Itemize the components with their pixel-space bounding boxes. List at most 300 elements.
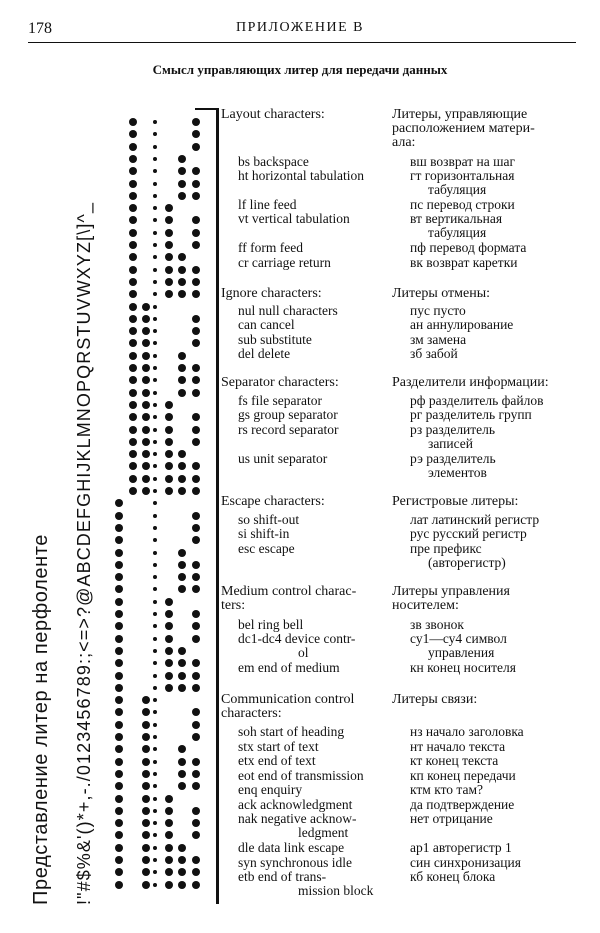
control-code-ru: рг разделитель групп bbox=[410, 407, 532, 422]
tape-hole bbox=[178, 450, 186, 458]
control-code-en: us unit separator bbox=[238, 451, 328, 466]
control-code-en: ack acknowledgment bbox=[238, 797, 353, 812]
tape-hole bbox=[115, 659, 123, 667]
control-code-ru: пс перевод строки bbox=[410, 197, 515, 212]
tape-hole bbox=[142, 339, 150, 347]
tape-hole bbox=[178, 770, 186, 778]
table-title: Смысл управляющих литер для передачи данных bbox=[152, 62, 448, 77]
control-code-ru: зм замена bbox=[410, 332, 467, 347]
control-code-ru: пре префикс bbox=[410, 541, 482, 556]
section-heading-en: Ignore characters: bbox=[221, 286, 322, 301]
control-code-ru: пф перевод формата bbox=[410, 240, 527, 255]
tape-hole bbox=[142, 721, 150, 729]
sprocket-hole bbox=[153, 870, 157, 874]
tape-hole bbox=[115, 561, 123, 569]
tape-hole bbox=[142, 844, 150, 852]
control-code-en: nak negative acknow- bbox=[238, 811, 357, 826]
tape-hole bbox=[178, 856, 186, 864]
tape-hole bbox=[192, 770, 200, 778]
tape-hole bbox=[192, 487, 200, 495]
tape-hole bbox=[165, 819, 173, 827]
sprocket-hole bbox=[153, 366, 157, 370]
control-code-ru: кт конец текста bbox=[410, 753, 499, 768]
tape-hole bbox=[129, 376, 137, 384]
tape-hole bbox=[129, 389, 137, 397]
sprocket-hole bbox=[153, 231, 157, 235]
control-code-en: em end of medium bbox=[238, 660, 340, 675]
tape-hole bbox=[165, 229, 173, 237]
control-code-en: stx start of text bbox=[238, 739, 319, 754]
tape-hole bbox=[178, 561, 186, 569]
tape-hole bbox=[115, 782, 123, 790]
tape-hole bbox=[115, 819, 123, 827]
tape-hole bbox=[192, 831, 200, 839]
tape-hole bbox=[192, 266, 200, 274]
sprocket-hole bbox=[153, 341, 157, 345]
control-code-en: sub substitute bbox=[238, 332, 312, 347]
tape-hole bbox=[165, 672, 173, 680]
tape-hole bbox=[142, 450, 150, 458]
control-code-en: so shift-out bbox=[238, 512, 300, 527]
section-heading-ru: ала: bbox=[392, 135, 416, 150]
tape-hole bbox=[115, 795, 123, 803]
sprocket-hole bbox=[153, 477, 157, 481]
tape-hole bbox=[178, 868, 186, 876]
tape-hole bbox=[192, 229, 200, 237]
tape-hole bbox=[115, 708, 123, 716]
tape-hole bbox=[165, 844, 173, 852]
tape-hole bbox=[129, 180, 137, 188]
tape-hole bbox=[178, 672, 186, 680]
sprocket-hole bbox=[153, 415, 157, 419]
sprocket-hole bbox=[153, 637, 157, 641]
section-heading-en: Medium control charac- bbox=[221, 584, 357, 599]
sprocket-hole bbox=[153, 514, 157, 518]
tape-hole bbox=[192, 438, 200, 446]
tape-hole bbox=[165, 462, 173, 470]
tape-hole bbox=[165, 278, 173, 286]
sprocket-hole bbox=[153, 268, 157, 272]
tape-hole bbox=[115, 881, 123, 889]
tape-hole bbox=[165, 450, 173, 458]
tape-hole bbox=[115, 635, 123, 643]
tape-hole bbox=[165, 241, 173, 249]
sprocket-hole bbox=[153, 760, 157, 764]
tape-hole bbox=[192, 327, 200, 335]
tape-hole bbox=[192, 856, 200, 864]
tape-hole bbox=[129, 278, 137, 286]
control-code-ru: рус русский регистр bbox=[410, 526, 527, 541]
tape-hole bbox=[115, 499, 123, 507]
tape-hole bbox=[192, 118, 200, 126]
tape-hole bbox=[178, 266, 186, 274]
control-code-ru: син синхронизация bbox=[410, 855, 521, 870]
tape-hole bbox=[178, 745, 186, 753]
tape-hole bbox=[178, 549, 186, 557]
tape-hole bbox=[142, 881, 150, 889]
tape-hole bbox=[129, 253, 137, 261]
tape-hole bbox=[115, 647, 123, 655]
control-code-en: syn synchronous idle bbox=[238, 855, 352, 870]
tape-hole bbox=[142, 413, 150, 421]
section-heading-en: characters: bbox=[221, 706, 282, 721]
tape-hole bbox=[142, 487, 150, 495]
tape-hole bbox=[192, 426, 200, 434]
tape-hole bbox=[129, 167, 137, 175]
tape-hole bbox=[129, 401, 137, 409]
tape-hole bbox=[115, 622, 123, 630]
control-code-en: ff form feed bbox=[238, 240, 303, 255]
tape-hole bbox=[165, 290, 173, 298]
control-code-ru: зв звонок bbox=[410, 617, 464, 632]
control-code-en: etb end of trans- bbox=[238, 869, 327, 884]
sprocket-hole bbox=[153, 649, 157, 653]
control-code-ru: записей bbox=[428, 436, 473, 451]
sprocket-hole bbox=[153, 391, 157, 395]
tape-hole bbox=[178, 585, 186, 593]
tape-hole bbox=[192, 290, 200, 298]
tape-hole bbox=[192, 622, 200, 630]
tape-hole bbox=[142, 462, 150, 470]
tape-hole bbox=[142, 770, 150, 778]
tape-hole bbox=[192, 708, 200, 716]
tape-hole bbox=[129, 352, 137, 360]
tape-hole bbox=[165, 413, 173, 421]
tape-hole bbox=[165, 684, 173, 692]
control-code-en: si shift-in bbox=[238, 526, 290, 541]
tape-hole bbox=[129, 364, 137, 372]
sprocket-hole bbox=[153, 723, 157, 727]
control-code-ru: (авторегистр) bbox=[428, 555, 506, 570]
tape-hole bbox=[192, 733, 200, 741]
sprocket-hole bbox=[153, 710, 157, 714]
section-heading-ru: Литеры, управляющие bbox=[392, 107, 528, 122]
tape-hole bbox=[192, 376, 200, 384]
tape-hole bbox=[178, 352, 186, 360]
sprocket-hole bbox=[153, 735, 157, 739]
tape-hole bbox=[142, 352, 150, 360]
sprocket-hole bbox=[153, 747, 157, 751]
tape-hole bbox=[192, 868, 200, 876]
control-code-en: esc escape bbox=[238, 541, 295, 556]
tape-hole bbox=[115, 770, 123, 778]
tape-hole bbox=[178, 253, 186, 261]
tape-hole bbox=[115, 512, 123, 520]
tape-hole bbox=[142, 795, 150, 803]
tape-hole bbox=[142, 758, 150, 766]
control-code-en: fs file separator bbox=[238, 393, 322, 408]
control-code-ru: табуляция bbox=[428, 225, 487, 240]
tape-hole bbox=[142, 733, 150, 741]
sprocket-hole bbox=[153, 797, 157, 801]
sprocket-hole bbox=[153, 378, 157, 382]
control-code-ru: рф разделитель файлов bbox=[410, 393, 544, 408]
sprocket-hole bbox=[153, 661, 157, 665]
tape-hole bbox=[129, 266, 137, 274]
vertical-label: Представление литер на перфоленте bbox=[30, 534, 52, 905]
tape-hole bbox=[178, 167, 186, 175]
tape-hole bbox=[178, 758, 186, 766]
tape-hole bbox=[129, 216, 137, 224]
tape-hole bbox=[178, 844, 186, 852]
section-heading-ru: носителем: bbox=[392, 598, 459, 613]
tape-hole bbox=[115, 721, 123, 729]
sprocket-hole bbox=[153, 612, 157, 616]
control-code-ru: ан аннулирование bbox=[410, 317, 514, 332]
tape-hole bbox=[192, 721, 200, 729]
tape-hole bbox=[115, 745, 123, 753]
control-code-en: mission block bbox=[298, 883, 374, 898]
tape-hole bbox=[142, 389, 150, 397]
tape-hole bbox=[129, 290, 137, 298]
sprocket-hole bbox=[153, 686, 157, 690]
tape-hole bbox=[129, 438, 137, 446]
control-code-ru: лат латинский регистр bbox=[410, 512, 540, 527]
control-code-ru: нз начало заголовка bbox=[410, 724, 524, 739]
tape-hole bbox=[192, 610, 200, 618]
sprocket-hole bbox=[153, 132, 157, 136]
control-code-en: rs record separator bbox=[238, 422, 339, 437]
sprocket-hole bbox=[153, 501, 157, 505]
tape-hole bbox=[192, 758, 200, 766]
tape-hole bbox=[165, 795, 173, 803]
control-code-ru: вк возврат каретки bbox=[410, 255, 518, 270]
tape-hole bbox=[115, 733, 123, 741]
tape-hole bbox=[178, 573, 186, 581]
control-code-ru: вт вертикальная bbox=[410, 211, 503, 226]
tape-hole bbox=[129, 462, 137, 470]
sprocket-hole bbox=[153, 329, 157, 333]
tape-hole bbox=[165, 635, 173, 643]
tape-hole bbox=[178, 192, 186, 200]
tape-hole bbox=[192, 278, 200, 286]
tape-hole bbox=[192, 143, 200, 151]
tape-hole bbox=[115, 524, 123, 532]
tape-hole bbox=[129, 303, 137, 311]
sprocket-hole bbox=[153, 575, 157, 579]
tape-hole bbox=[178, 487, 186, 495]
tape-hole bbox=[192, 364, 200, 372]
tape-hole bbox=[115, 807, 123, 815]
control-code-en: del delete bbox=[238, 346, 291, 361]
section-heading-ru: Разделители информации: bbox=[392, 375, 549, 390]
tape-hole bbox=[192, 130, 200, 138]
control-code-ru: кн конец носителя bbox=[410, 660, 516, 675]
section-heading-ru: Литеры управления bbox=[392, 584, 510, 599]
tape-hole bbox=[192, 561, 200, 569]
control-code-en: gs group separator bbox=[238, 407, 338, 422]
tape-hole bbox=[192, 216, 200, 224]
tape-hole bbox=[115, 549, 123, 557]
control-code-ru: ктм кто там? bbox=[410, 782, 484, 797]
section-heading-ru: Литеры связи: bbox=[392, 692, 478, 707]
tape-hole bbox=[178, 462, 186, 470]
tape-hole bbox=[129, 450, 137, 458]
sprocket-hole bbox=[153, 428, 157, 432]
tape-hole bbox=[129, 204, 137, 212]
sprocket-hole bbox=[153, 563, 157, 567]
sprocket-hole bbox=[153, 182, 157, 186]
sprocket-hole bbox=[153, 206, 157, 210]
control-code-en: nul null characters bbox=[238, 303, 338, 318]
tape-hole bbox=[192, 573, 200, 581]
control-code-en: bs backspace bbox=[238, 154, 309, 169]
tape-hole bbox=[178, 278, 186, 286]
sprocket-hole bbox=[153, 218, 157, 222]
section-heading-ru: Литеры отмены: bbox=[392, 286, 491, 301]
tape-hole bbox=[192, 807, 200, 815]
sprocket-hole bbox=[153, 674, 157, 678]
tape-hole bbox=[192, 241, 200, 249]
sprocket-hole bbox=[153, 821, 157, 825]
tape-top-edge bbox=[195, 108, 219, 110]
sprocket-hole bbox=[153, 317, 157, 321]
tape-hole bbox=[178, 364, 186, 372]
sprocket-hole bbox=[153, 883, 157, 887]
control-code-en: ol bbox=[298, 645, 309, 660]
char-sequence: !"#$%&'()*+,-./0123456789:;<=>?@ABCDEFGHIJKLMNOPQRSTUVWXYZ[\]^_ bbox=[74, 201, 94, 905]
section-heading-ru: расположением матери- bbox=[392, 121, 535, 136]
tape-hole bbox=[192, 635, 200, 643]
tape-hole bbox=[192, 315, 200, 323]
control-code-en: vt vertical tabulation bbox=[238, 211, 350, 226]
tape-hole bbox=[115, 868, 123, 876]
control-code-ru: управления bbox=[428, 645, 495, 660]
tape-hole bbox=[165, 881, 173, 889]
sprocket-hole bbox=[153, 624, 157, 628]
tape-hole bbox=[178, 376, 186, 384]
tape-hole bbox=[192, 413, 200, 421]
tape-hole bbox=[115, 844, 123, 852]
control-code-en: eot end of transmission bbox=[238, 768, 364, 783]
tape-hole bbox=[129, 118, 137, 126]
control-code-en: soh start of heading bbox=[238, 724, 345, 739]
tape-hole bbox=[115, 684, 123, 692]
tape-hole bbox=[192, 475, 200, 483]
control-code-en: ledgment bbox=[298, 825, 349, 840]
tape-hole bbox=[129, 192, 137, 200]
control-code-ru: да подтверждение bbox=[410, 797, 515, 812]
control-code-en: dle data link escape bbox=[238, 840, 345, 855]
tape-hole bbox=[192, 389, 200, 397]
tape-hole bbox=[178, 290, 186, 298]
tape-hole bbox=[129, 475, 137, 483]
control-code-ru: нет отрицание bbox=[410, 811, 493, 826]
tape-hole bbox=[142, 831, 150, 839]
section-heading-ru: Регистровые литеры: bbox=[392, 494, 519, 509]
section-heading-en: Separator characters: bbox=[221, 375, 339, 390]
tape-hole bbox=[142, 364, 150, 372]
control-code-ru: рэ разделитель bbox=[410, 451, 496, 466]
tape-hole bbox=[142, 376, 150, 384]
sprocket-hole bbox=[153, 464, 157, 468]
tape-hole bbox=[129, 229, 137, 237]
sprocket-hole bbox=[153, 280, 157, 284]
tape-hole bbox=[115, 856, 123, 864]
sprocket-hole bbox=[153, 772, 157, 776]
tape-hole bbox=[178, 881, 186, 889]
control-code-ru: табуляция bbox=[428, 182, 487, 197]
sprocket-hole bbox=[153, 157, 157, 161]
tape-hole bbox=[192, 782, 200, 790]
tape-hole bbox=[165, 831, 173, 839]
tape-hole bbox=[142, 303, 150, 311]
tape-hole bbox=[192, 536, 200, 544]
tape-hole bbox=[192, 819, 200, 827]
sprocket-hole bbox=[153, 551, 157, 555]
tape-hole bbox=[165, 487, 173, 495]
tape-hole bbox=[165, 204, 173, 212]
tape-hole bbox=[115, 536, 123, 544]
sprocket-hole bbox=[153, 846, 157, 850]
control-code-ru: ap1 авторегистр 1 bbox=[410, 840, 512, 855]
sprocket-hole bbox=[153, 600, 157, 604]
tape-hole bbox=[192, 167, 200, 175]
tape-hole bbox=[192, 672, 200, 680]
tape-hole bbox=[115, 585, 123, 593]
tape-hole bbox=[115, 758, 123, 766]
control-code-ru: зб забой bbox=[410, 346, 458, 361]
sprocket-hole bbox=[153, 403, 157, 407]
tape-hole bbox=[142, 745, 150, 753]
control-code-ru: вш возврат на шаг bbox=[410, 154, 516, 169]
section-heading-en: Escape characters: bbox=[221, 494, 325, 509]
sprocket-hole bbox=[153, 292, 157, 296]
tape-hole bbox=[178, 475, 186, 483]
control-code-en: dc1-dc4 device contr- bbox=[238, 631, 356, 646]
sprocket-hole bbox=[153, 120, 157, 124]
tape-hole bbox=[192, 881, 200, 889]
tape-hole bbox=[165, 475, 173, 483]
tape-hole bbox=[192, 659, 200, 667]
control-code-en: can cancel bbox=[238, 317, 295, 332]
tape-hole bbox=[129, 426, 137, 434]
sprocket-hole bbox=[153, 440, 157, 444]
tape-hole bbox=[142, 315, 150, 323]
tape-hole bbox=[165, 426, 173, 434]
sprocket-hole bbox=[153, 305, 157, 309]
tape-hole bbox=[192, 180, 200, 188]
tape-hole bbox=[129, 327, 137, 335]
tape-hole bbox=[165, 598, 173, 606]
tape-hole bbox=[165, 868, 173, 876]
tape-hole bbox=[142, 696, 150, 704]
tape-hole bbox=[142, 327, 150, 335]
tape-hole bbox=[115, 610, 123, 618]
tape-hole bbox=[115, 598, 123, 606]
tape-hole bbox=[178, 389, 186, 397]
sprocket-hole bbox=[153, 809, 157, 813]
tape-hole bbox=[142, 807, 150, 815]
punched-tape bbox=[111, 108, 219, 904]
tape-hole bbox=[192, 192, 200, 200]
tape-hole bbox=[142, 782, 150, 790]
sprocket-hole bbox=[153, 698, 157, 702]
page-number: 178 bbox=[28, 20, 52, 37]
tape-hole bbox=[178, 180, 186, 188]
sprocket-hole bbox=[153, 833, 157, 837]
sprocket-hole bbox=[153, 489, 157, 493]
tape-hole bbox=[129, 241, 137, 249]
control-code-ru: рз разделитель bbox=[410, 422, 496, 437]
tape-hole bbox=[142, 868, 150, 876]
tape-hole bbox=[165, 253, 173, 261]
tape-hole bbox=[165, 622, 173, 630]
tape-hole bbox=[129, 155, 137, 163]
sprocket-hole bbox=[153, 194, 157, 198]
tape-hole bbox=[142, 401, 150, 409]
control-code-ru: пус пусто bbox=[410, 303, 466, 318]
